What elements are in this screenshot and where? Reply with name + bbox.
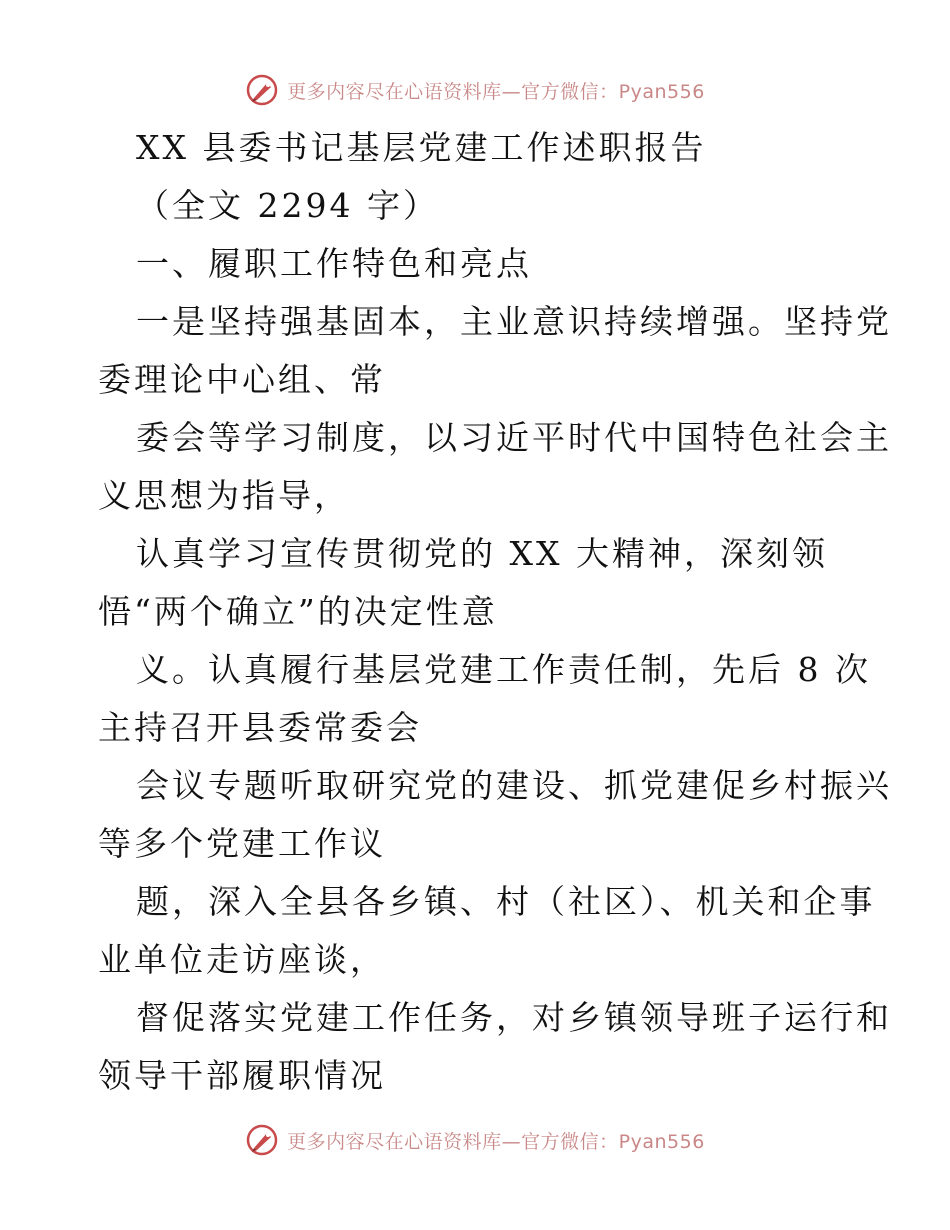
paragraph-line: 义思想为指导， [98, 476, 350, 515]
paragraph-line: 题，深入全县各乡镇、村（社区）、机关和企事 [136, 882, 876, 921]
watermark-wechat-id: Pyan556 [618, 1130, 705, 1153]
section-heading: 一、履职工作特色和亮点 [136, 244, 532, 283]
paragraph-line: 悟“两个确立”的决定性意 [98, 592, 498, 631]
paragraph-line: 委会等学习制度，以习近平时代中国特色社会主 [136, 418, 892, 457]
watermark-banner-bottom [0, 1120, 950, 1160]
paragraph-line: 督促落实党建工作任务，对乡镇领导班子运行和 [136, 998, 892, 1037]
watermark-label: 更多内容尽在心语资料库—官方微信： [287, 80, 619, 103]
word-count: （全文 2294 字） [136, 186, 439, 225]
paragraph-line: 主持召开县委常委会 [98, 708, 422, 747]
paragraph-line: 一是坚持强基固本，主业意识持续增强。坚持党 [136, 302, 892, 341]
paragraph-line: 委理论中心组、常 [98, 360, 386, 399]
pen-nib-logo-icon [245, 1123, 279, 1157]
paragraph-line: 领导干部履职情况 [98, 1056, 386, 1095]
watermark-label: 更多内容尽在心语资料库—官方微信： [287, 1130, 619, 1153]
paragraph-line: 认真学习宣传贯彻党的 XX 大精神，深刻领 [136, 534, 828, 573]
document-title: XX 县委书记基层党建工作述职报告 [136, 128, 707, 167]
watermark-wechat-id: Pyan556 [618, 80, 705, 103]
watermark-text [287, 1127, 705, 1154]
paragraph-line: 等多个党建工作议 [98, 824, 386, 863]
paragraph-line: 业单位走访座谈， [98, 940, 386, 979]
paragraph-line: 会议专题听取研究党的建设、抓党建促乡村振兴 [136, 766, 892, 805]
paragraph-line: 义。认真履行基层党建工作责任制，先后 8 次 [136, 650, 871, 689]
